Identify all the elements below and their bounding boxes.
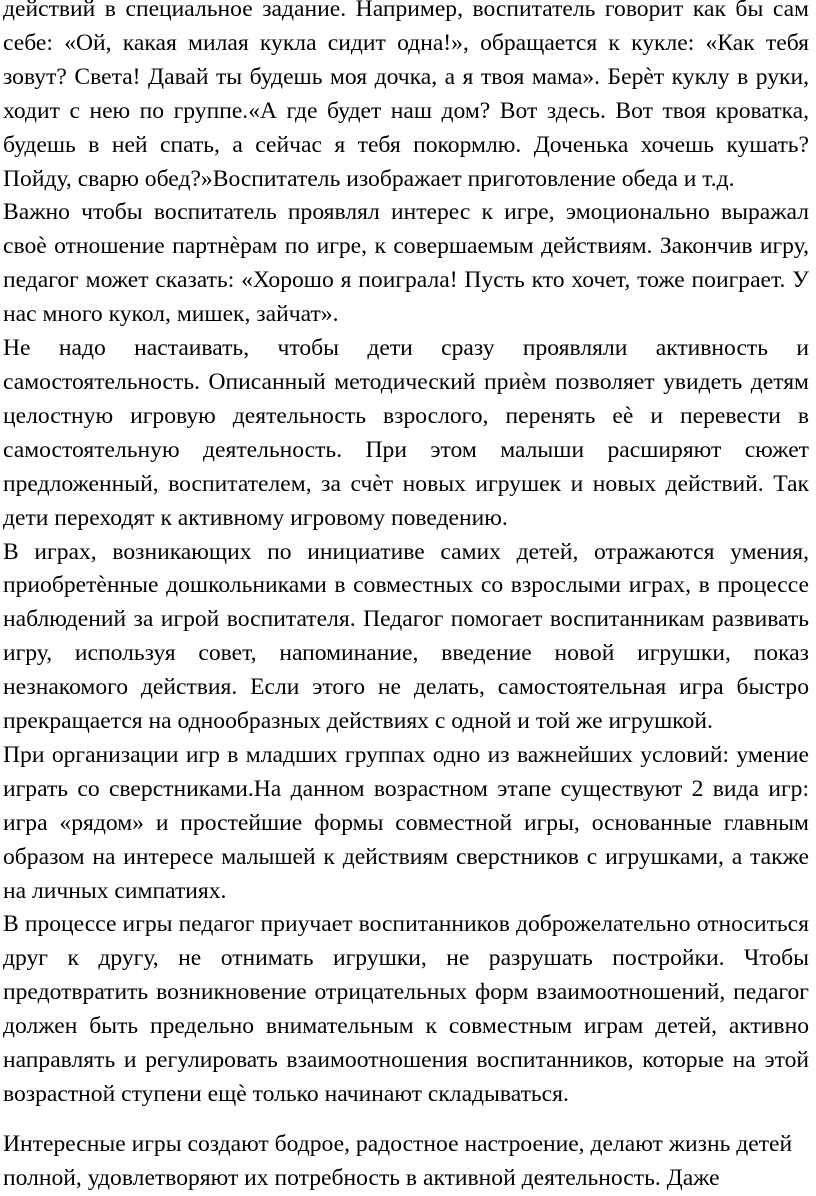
paragraph-teacher-interest: Важно чтобы воспитатель проявлял интерес к игре, эмоционально выражал своѐ отношение партнѐрам по игре, к совершаемым действиям. Закончив игру, педагог может сказать: «Хорошо я поиграла! Пусть кто хочет, тоже поиграет. У нас много кукол, мишек, зайчат». [3, 199, 809, 328]
paragraph-friendly-relations: В процессе игры педагог приучает воспитанников доброжелательно относиться друг к другу, не отнимать игрушки, не разрушать постройки. Чтобы предотвратить возникновение отрицательных форм взаимоотношений, педагог должен быть предельно внимательным к совместным играм детей, активно направлять и регулировать взаимоотношения воспитанников, которые на этой возрастной ступени ещѐ только начинают складываться. [3, 911, 809, 1107]
paragraph-interesting-games: Интересные игры создают бодрое, радостное настроение, делают жизнь детей полной, удовлетворяют их потребность в активной деятельность. Даже [3, 1130, 793, 1191]
paragraph-younger-groups: При организации игр в младших группах одно из важнейших условий: умение играть со сверстниками.На данном возрастном этапе существуют 2 вида игр: игра «рядом» и простейшие формы совместной игры, основанные главным образом на интересе малышей к действиям сверстников с игрушками, а также на личных симпатиях. [3, 741, 809, 904]
paragraph-do-not-insist: Не надо настаивать, чтобы дети сразу проявляли активность и самостоятельность. Описанный методический приѐм позволяет увидеть детям целостную игровую деятельность взрослого, перенять еѐ и перевести в самостоятельную деятельность. При этом малыши расширяют сюжет предложенный, воспитателем, за счѐт новых игрушек и новых действий. Так дети переходят к активному игровому поведению. [3, 335, 809, 531]
paragraph-child-initiated-games: В играх, возникающих по инициативе самих детей, отражаются умения, приобретѐнные дошкольниками в совместных со взрослыми играх, в процессе наблюдений за игрой воспитателя. Педагог помогает воспитанникам развивать игру, используя совет, напоминание, введение новой игрушки, показ незнакомого действия. Если этого не делать, самостоятельная игра быстро прекращается на однообразных действиях с одной и той же игрушкой. [3, 538, 809, 735]
paragraph-doll-game-example: действий в специальное задание. Например, воспитатель говорит как бы сам себе: «Ой, какая милая кукла сидит одна!», обращается к кукле: «Как тебя зовут? Света! Давай ты будешь моя дочка, а я твоя мама». Берѐт куклу в руки, ходит с нею по группе.«А где будет наш дом? Вот здесь. Вот твоя кроватка, будешь в ней спать, а сейчас я тебя покормлю. Доченька хочешь кушать? Пойду, сварю обед?»Воспитатель изображает приготовление обеда и т.д. [3, 0, 809, 192]
document-page [3, 0, 809, 1196]
